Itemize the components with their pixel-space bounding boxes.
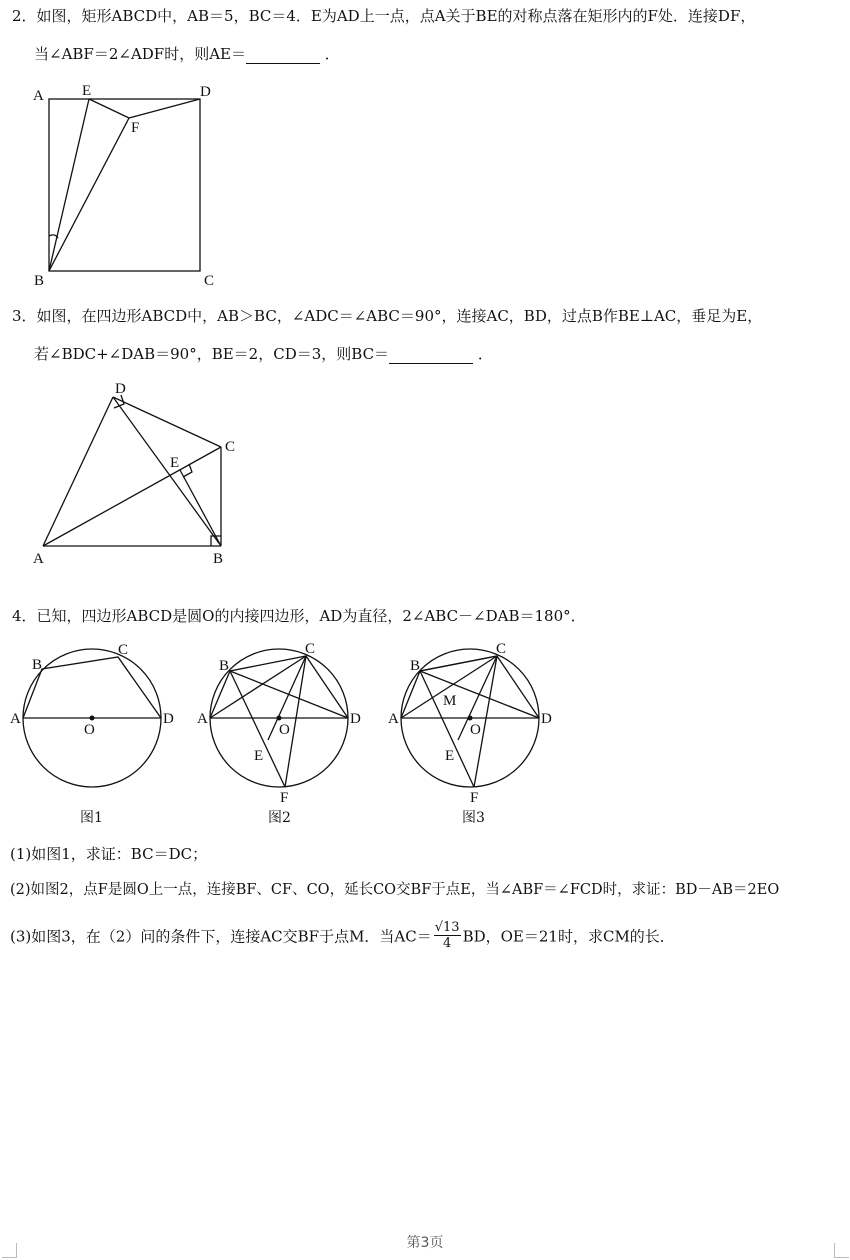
q4-fig3-caption: 图3 (462, 810, 485, 826)
q4-fig3-center-dot (468, 716, 473, 721)
q4-fig3-label-F: F (470, 790, 479, 806)
q4-fig3-label-B: B (410, 658, 421, 674)
q4-fig2-label-E: E (254, 748, 264, 764)
q4-fig2-label-O: O (279, 722, 290, 738)
page-number: 第3页 (406, 1235, 444, 1251)
q2-label-B: B (34, 273, 45, 289)
q4-part3-numerator: √13 (434, 920, 460, 935)
q4-fig3-label-D: D (541, 711, 552, 727)
q4-fig2-label-B: B (219, 658, 230, 674)
q3-label-D: D (115, 381, 126, 397)
q3-label-E: E (170, 455, 180, 471)
q4-fig3-label-M: M (443, 693, 457, 709)
q4-fig3 (388, 641, 552, 826)
q3-line2-pre: 若∠BDC+∠DAB＝90°，BE＝2，CD＝3，则BC＝ (34, 345, 390, 363)
q4-fig1-label-A: A (10, 711, 21, 727)
q4-fig2-label-C: C (305, 641, 316, 657)
q4-part3-fraction (434, 920, 461, 951)
q4-fig2 (197, 641, 361, 826)
q4-fig3-label-C: C (496, 641, 507, 657)
q4-fig2-label-D: D (350, 711, 361, 727)
q3-line1: 3．如图，在四边形ABCD中，AB＞BC，∠ADC＝∠ABC＝90°，连接AC，BD，过点B作BE⊥AC，垂足为E， (12, 307, 763, 325)
q4-fig2-center-dot (277, 716, 282, 721)
q2-label-E: E (82, 83, 92, 99)
q4-fig1-label-C: C (118, 642, 129, 658)
q4-fig3-quadrilateral (401, 656, 539, 718)
q4-fig2-label-F: F (280, 790, 289, 806)
q4-fig2-quadrilateral (210, 656, 348, 718)
q4-part1: (1)如图1，求证：BC＝DC； (10, 845, 208, 863)
q4-fig2-caption: 图2 (268, 810, 291, 826)
q2-label-A: A (33, 88, 44, 104)
q4-fig1-label-B: B (32, 657, 43, 673)
q4-fig3-label-E: E (445, 748, 455, 764)
q4-fig2-line-BF (230, 671, 285, 787)
q4-fig1-center-dot (90, 716, 95, 721)
q4-part3-denominator: 4 (443, 936, 452, 951)
q2-label-D: D (200, 84, 211, 100)
q2-label-C: C (204, 273, 215, 289)
q2-line1: 2．如图，矩形ABCD中，AB＝5，BC＝4．E为AD上一点，点A关于BE的对称点落在矩形内的F处．连接DF， (12, 7, 756, 25)
q4-part3-post: BD，OE＝21时，求CM的长． (462, 927, 675, 946)
q3-label-C: C (225, 439, 236, 455)
q4-part3-pre: (3)如图3，在（2）问的条件下，连接AC交BF于点M．当AC＝ (10, 927, 432, 946)
q4-fig3-label-O: O (470, 722, 481, 738)
q4-part3 (10, 922, 675, 953)
q2-line2-pre: 当∠ABF＝2∠ADF时，则AE＝ (34, 45, 246, 63)
q3-line2-post: ． (477, 345, 493, 363)
q4-part2: (2)如图2，点F是圆O上一点，连接BF、CF、CO，延长CO交BF于点E，当∠ABF＝∠FCD时，求证：BD－AB＝2EO (10, 882, 780, 898)
q3-label-A: A (33, 551, 44, 567)
q4-fig3-label-A: A (388, 711, 399, 727)
q4-fig2-label-A: A (197, 711, 208, 727)
q4-fig1 (10, 642, 174, 826)
q2-line2-post: ． (324, 45, 340, 63)
q4-fig1-label-O: O (84, 722, 95, 738)
q4-intro: 4．已知，四边形ABCD是圆O的内接四边形，AD为直径，2∠ABC－∠DAB＝180°． (12, 607, 586, 625)
q4-fig1-label-D: D (163, 711, 174, 727)
q4-fig1-caption: 图1 (80, 810, 103, 826)
q4-fig1-quadrilateral (23, 657, 161, 718)
q3-label-B: B (213, 551, 224, 567)
q2-label-F: F (131, 120, 140, 136)
